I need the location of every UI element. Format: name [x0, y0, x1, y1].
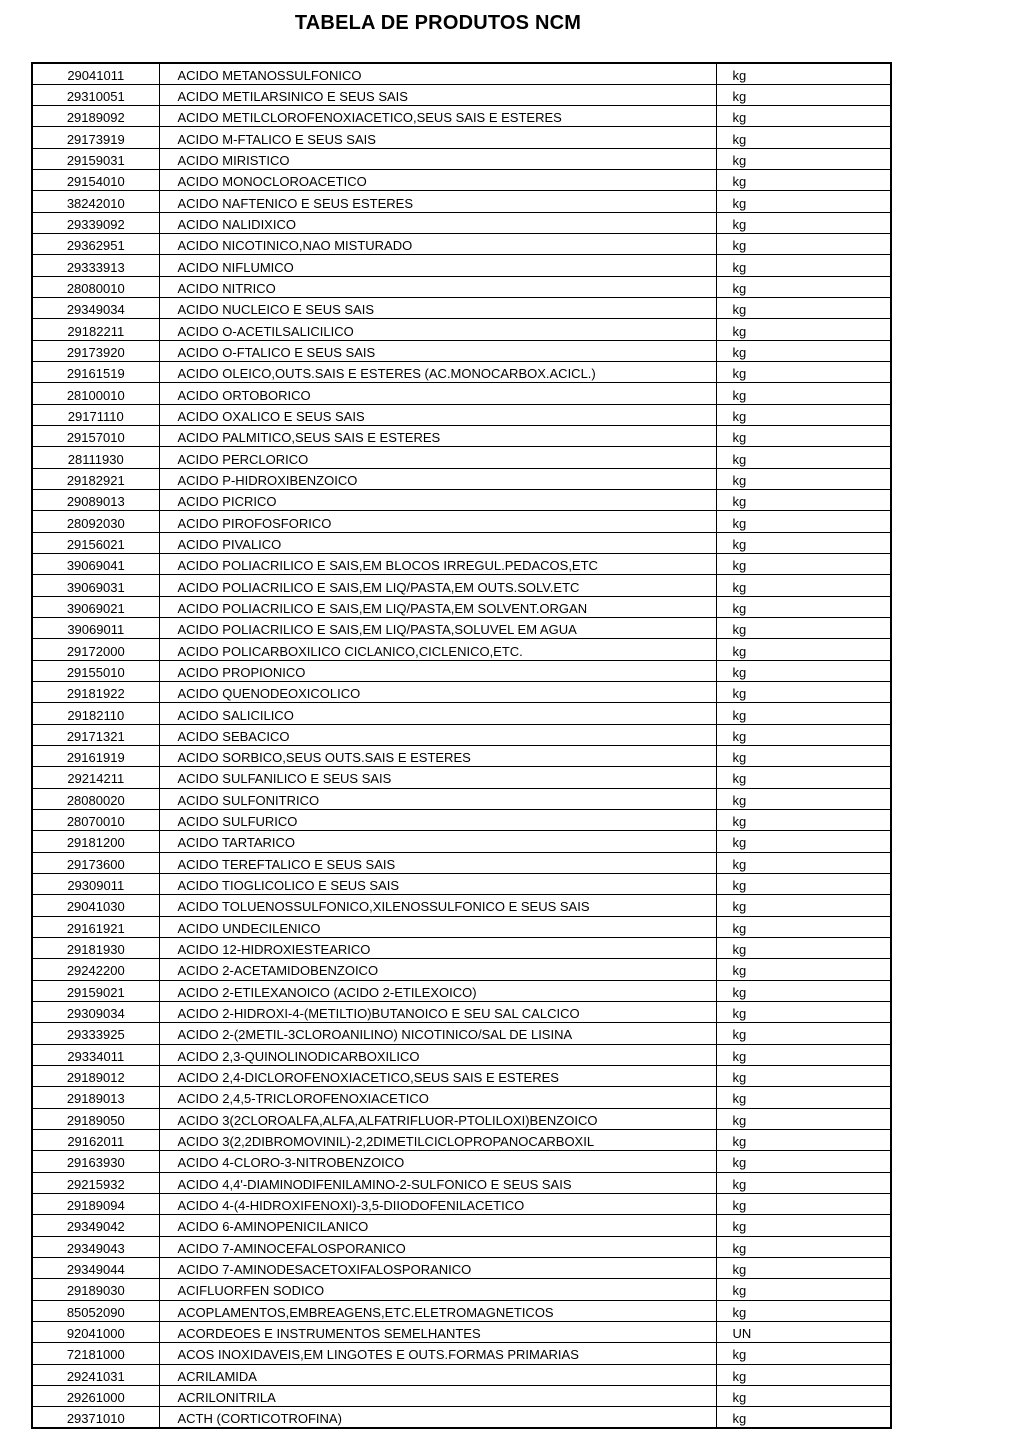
unit-cell: kg [716, 298, 891, 319]
product-description-cell: ACIDO P-HIDROXIBENZOICO [159, 468, 716, 489]
table-row [32, 1257, 891, 1278]
unit-cell: kg [716, 63, 891, 84]
unit-cell: kg [716, 170, 891, 191]
ncm-code-cell: 29333925 [32, 1023, 159, 1044]
product-description-cell: ACIDO POLIACRILICO E SAIS,EM LIQ/PASTA,SOLUVEL EM AGUA [159, 618, 716, 639]
product-description-cell: ACRILONITRILA [159, 1385, 716, 1406]
product-description-cell: ACIDO M-FTALICO E SEUS SAIS [159, 127, 716, 148]
product-description-cell: ACIDO 2,3-QUINOLINODICARBOXILICO [159, 1044, 716, 1065]
unit-cell: kg [716, 873, 891, 894]
product-description-cell: ACIDO 2-HIDROXI-4-(METILTIO)BUTANOICO E SEU SAL CALCICO [159, 1001, 716, 1022]
ncm-code-cell: 29261000 [32, 1385, 159, 1406]
unit-cell: kg [716, 1279, 891, 1300]
ncm-code-cell: 29161919 [32, 746, 159, 767]
unit-cell: kg [716, 1108, 891, 1129]
table-row [32, 234, 891, 255]
unit-cell: kg [716, 490, 891, 511]
unit-cell: kg [716, 916, 891, 937]
ncm-code-cell: 29171321 [32, 724, 159, 745]
table-row [32, 1236, 891, 1257]
table-row [32, 788, 891, 809]
table-row [32, 255, 891, 276]
table-row [32, 852, 891, 873]
table-row [32, 1087, 891, 1108]
table-row [32, 447, 891, 468]
product-description-cell: ACIDO O-FTALICO E SEUS SAIS [159, 340, 716, 361]
unit-cell: kg [716, 1300, 891, 1321]
product-description-cell: ACIDO 2-(2METIL-3CLOROANILINO) NICOTINICO/SAL DE LISINA [159, 1023, 716, 1044]
ncm-code-cell: 29161921 [32, 916, 159, 937]
ncm-code-cell: 29181922 [32, 682, 159, 703]
table-row [32, 959, 891, 980]
table-row [32, 468, 891, 489]
ncm-code-cell: 29162011 [32, 1129, 159, 1150]
table-row [32, 1172, 891, 1193]
table-row [32, 660, 891, 681]
ncm-code-cell: 29189030 [32, 1279, 159, 1300]
unit-cell: kg [716, 767, 891, 788]
unit-cell: kg [716, 447, 891, 468]
product-description-cell: ACIDO 7-AMINODESACETOXIFALOSPORANICO [159, 1257, 716, 1278]
product-description-cell: ACIDO TARTARICO [159, 831, 716, 852]
unit-cell: kg [716, 276, 891, 297]
product-description-cell: ACIDO SULFANILICO E SEUS SAIS [159, 767, 716, 788]
unit-cell: kg [716, 852, 891, 873]
table-row [32, 532, 891, 553]
product-description-cell: ACIDO 4-(4-HIDROXIFENOXI)-3,5-DIIODOFENILACETICO [159, 1193, 716, 1214]
table-row [32, 596, 891, 617]
product-description-cell: ACIDO NIFLUMICO [159, 255, 716, 276]
ncm-code-cell: 39069011 [32, 618, 159, 639]
product-description-cell: ACIDO TOLUENOSSULFONICO,XILENOSSULFONICO E SEUS SAIS [159, 895, 716, 916]
unit-cell: kg [716, 1385, 891, 1406]
product-description-cell: ACIDO SORBICO,SEUS OUTS.SAIS E ESTERES [159, 746, 716, 767]
unit-cell: kg [716, 809, 891, 830]
ncm-code-cell: 29171110 [32, 404, 159, 425]
ncm-code-cell: 29172000 [32, 639, 159, 660]
product-description-cell: ACIDO SULFONITRICO [159, 788, 716, 809]
unit-cell: kg [716, 746, 891, 767]
ncm-code-cell: 29371010 [32, 1407, 159, 1428]
unit-cell: kg [716, 191, 891, 212]
unit-cell: kg [716, 831, 891, 852]
ncm-code-cell: 28070010 [32, 809, 159, 830]
unit-cell: kg [716, 1172, 891, 1193]
ncm-code-cell: 85052090 [32, 1300, 159, 1321]
ncm-code-cell: 28111930 [32, 447, 159, 468]
table-row [32, 554, 891, 575]
ncm-code-cell: 29189012 [32, 1065, 159, 1086]
unit-cell: kg [716, 1023, 891, 1044]
table-row [32, 191, 891, 212]
unit-cell: kg [732, 1411, 747, 1427]
table-body [32, 63, 891, 1428]
ncm-code-cell: 29349044 [32, 1257, 159, 1278]
table-row [32, 340, 891, 361]
ncm-code-cell: 28092030 [32, 511, 159, 532]
ncm-code-cell: 29310051 [32, 84, 159, 105]
ncm-code-cell: 29189094 [32, 1193, 159, 1214]
unit-cell: kg [716, 959, 891, 980]
product-description-cell: ACIDO PICRICO [159, 490, 716, 511]
table-row [32, 767, 891, 788]
product-description-cell: ACIDO MONOCLOROACETICO [159, 170, 716, 191]
unit-cell: kg [716, 788, 891, 809]
table-row [32, 873, 891, 894]
product-description-cell: ACIDO METILARSINICO E SEUS SAIS [159, 84, 716, 105]
table-row [32, 106, 891, 127]
table-row [32, 298, 891, 319]
product-description-cell: ACRILAMIDA [159, 1364, 716, 1385]
unit-cell: kg [716, 319, 891, 340]
product-description-cell: ACIDO SULFURICO [159, 809, 716, 830]
unit-cell: kg [716, 1193, 891, 1214]
table-row [32, 511, 891, 532]
unit-cell: kg [716, 1364, 891, 1385]
unit-cell: kg [716, 1257, 891, 1278]
ncm-code-cell: 29349043 [32, 1236, 159, 1257]
product-description-cell: ACIDO SALICILICO [159, 703, 716, 724]
ncm-code-cell: 28080020 [32, 788, 159, 809]
ncm-code-cell: 29333913 [32, 255, 159, 276]
product-description-cell: ACIDO UNDECILENICO [159, 916, 716, 937]
ncm-code-cell: 29241031 [32, 1364, 159, 1385]
table-row [32, 383, 891, 404]
table-row [32, 276, 891, 297]
product-description-cell: ACOS INOXIDAVEIS,EM LINGOTES E OUTS.FORMAS PRIMARIAS [159, 1343, 716, 1364]
ncm-code-cell: 29161519 [32, 362, 159, 383]
unit-cell: kg [716, 1001, 891, 1022]
product-description-cell: ACIDO SEBACICO [159, 724, 716, 745]
ncm-code-cell: 29181200 [32, 831, 159, 852]
product-description-cell: ACIDO POLIACRILICO E SAIS,EM BLOCOS IRREGUL.PEDACOS,ETC [159, 554, 716, 575]
table-row [32, 319, 891, 340]
table-row [32, 1023, 891, 1044]
table-row [32, 1193, 891, 1214]
ncm-code-cell: 29182211 [32, 319, 159, 340]
table-row [32, 1321, 891, 1342]
ncm-code-cell: 29349042 [32, 1215, 159, 1236]
product-description-cell: ACIDO PIVALICO [159, 532, 716, 553]
ncm-code-cell: 92041000 [32, 1321, 159, 1342]
table-row [32, 63, 891, 84]
table-row [32, 1065, 891, 1086]
product-description-cell: ACIDO METANOSSULFONICO [159, 63, 716, 84]
unit-cell: kg [716, 554, 891, 575]
ncm-code-cell: 29155010 [32, 660, 159, 681]
unit-cell: kg [716, 84, 891, 105]
unit-cell: kg [716, 106, 891, 127]
ncm-code-cell: 29189050 [32, 1108, 159, 1129]
table-row [32, 404, 891, 425]
product-description-cell: ACIDO NALIDIXICO [159, 212, 716, 233]
product-description-cell: ACIDO METILCLOROFENOXIACETICO,SEUS SAIS E ESTERES [159, 106, 716, 127]
product-description-cell: ACIDO PALMITICO,SEUS SAIS E ESTERES [159, 426, 716, 447]
ncm-code-cell: 29182921 [32, 468, 159, 489]
product-description-cell: ACIDO 3(2,2DIBROMOVINIL)-2,2DIMETILCICLOPROPANOCARBOXIL [159, 1129, 716, 1150]
unit-cell: kg [716, 383, 891, 404]
unit-cell: kg [716, 639, 891, 660]
ncm-code-cell: 39069031 [32, 575, 159, 596]
unit-cell: kg [716, 660, 891, 681]
ncm-code-cell: 29173920 [32, 340, 159, 361]
table-row [32, 148, 891, 169]
unit-cell: kg [716, 1087, 891, 1108]
table-row [32, 575, 891, 596]
ncm-code-cell: 29189013 [32, 1087, 159, 1108]
ncm-code-cell: 29041030 [32, 895, 159, 916]
table-row [32, 1385, 891, 1406]
table-row [32, 362, 891, 383]
unit-cell: kg [716, 724, 891, 745]
unit-cell: kg [716, 703, 891, 724]
ncm-code-cell: 29173600 [32, 852, 159, 873]
table-row [32, 618, 891, 639]
product-description-cell: ACIDO NICOTINICO,NAO MISTURADO [159, 234, 716, 255]
ncm-code-cell: 29173919 [32, 127, 159, 148]
table-row [32, 127, 891, 148]
unit-cell: kg [716, 127, 891, 148]
product-description-cell: ACORDEOES E INSTRUMENTOS SEMELHANTES [159, 1321, 716, 1342]
product-description-cell: ACIDO 3(2CLOROALFA,ALFA,ALFATRIFLUOR-PTOLILOXI)BENZOICO [159, 1108, 716, 1129]
unit-cell: kg [716, 980, 891, 1001]
product-description-cell: ACIDO PROPIONICO [159, 660, 716, 681]
table-row [32, 490, 891, 511]
unit-cell: kg [716, 1129, 891, 1150]
unit-cell: kg [716, 426, 891, 447]
ncm-code-cell: 29309011 [32, 873, 159, 894]
unit-cell: kg [716, 1343, 891, 1364]
product-description-cell: ACIDO NITRICO [159, 276, 716, 297]
product-description-cell: ACIDO 4-CLORO-3-NITROBENZOICO [159, 1151, 716, 1172]
ncm-code-cell: 29182110 [32, 703, 159, 724]
unit-cell: kg [716, 362, 891, 383]
ncm-code-cell: 29214211 [32, 767, 159, 788]
unit-cell: kg [716, 511, 891, 532]
table-row [32, 937, 891, 958]
table-row [32, 1129, 891, 1150]
unit-cell: kg [716, 618, 891, 639]
unit-cell: kg [716, 340, 891, 361]
ncm-code-cell: 29089013 [32, 490, 159, 511]
product-description-cell: ACIDO O-ACETILSALICILICO [159, 319, 716, 340]
table-row [32, 703, 891, 724]
table-row [32, 1279, 891, 1300]
unit-cell: kg [716, 1236, 891, 1257]
ncm-code-cell: 29189092 [32, 106, 159, 127]
ncm-code-cell: 28080010 [32, 276, 159, 297]
table-row [32, 1215, 891, 1236]
unit-cell: kg [716, 682, 891, 703]
ncm-code-cell: 29242200 [32, 959, 159, 980]
table-row [32, 84, 891, 105]
ncm-code-cell: 29163930 [32, 1151, 159, 1172]
table-row [32, 1364, 891, 1385]
product-description-cell: ACIDO POLICARBOXILICO CICLANICO,CICLENICO,ETC. [159, 639, 716, 660]
ncm-code-cell: 29339092 [32, 212, 159, 233]
product-description-cell: ACIDO PERCLORICO [159, 447, 716, 468]
table-row [32, 426, 891, 447]
product-description-cell: ACIDO QUENODEOXICOLICO [159, 682, 716, 703]
table-row [32, 831, 891, 852]
product-description-cell: ACOPLAMENTOS,EMBREAGENS,ETC.ELETROMAGNETICOS [159, 1300, 716, 1321]
table-row [32, 212, 891, 233]
table-row [32, 639, 891, 660]
ncm-code-cell: 29215932 [32, 1172, 159, 1193]
product-description-cell: ACIDO TIOGLICOLICO E SEUS SAIS [159, 873, 716, 894]
ncm-code-cell: 29309034 [32, 1001, 159, 1022]
ncm-code-cell: 38242010 [32, 191, 159, 212]
ncm-code-cell: 29362951 [32, 234, 159, 255]
ncm-code-cell: 29159021 [32, 980, 159, 1001]
unit-cell: kg [716, 234, 891, 255]
ncm-code-cell: 29181930 [32, 937, 159, 958]
ncm-code-cell: 28100010 [32, 383, 159, 404]
table-row [32, 682, 891, 703]
ncm-code-cell: 29334011 [32, 1044, 159, 1065]
product-description-cell: ACIDO POLIACRILICO E SAIS,EM LIQ/PASTA,EM OUTS.SOLV.ETC [159, 575, 716, 596]
product-description-cell: ACIDO OLEICO,OUTS.SAIS E ESTERES (AC.MONOCARBOX.ACICL.) [159, 362, 716, 383]
product-description-cell: ACIDO NAFTENICO E SEUS ESTERES [159, 191, 716, 212]
ncm-code-cell: 39069021 [32, 596, 159, 617]
product-description-cell: ACIDO NUCLEICO E SEUS SAIS [159, 298, 716, 319]
ncm-code-cell: 29159031 [32, 148, 159, 169]
table-row [32, 1044, 891, 1065]
unit-cell: kg [716, 1044, 891, 1065]
product-description-cell: ACIDO 2-ACETAMIDOBENZOICO [159, 959, 716, 980]
product-description-cell: ACIDO ORTOBORICO [159, 383, 716, 404]
table-row [32, 1300, 891, 1321]
unit-cell: kg [716, 895, 891, 916]
unit-cell: kg [716, 255, 891, 276]
product-description-cell: ACIDO PIROFOSFORICO [159, 511, 716, 532]
ncm-code-cell: 29156021 [32, 532, 159, 553]
unit-cell: UN [716, 1321, 891, 1342]
product-description-cell: ACIDO 6-AMINOPENICILANICO [159, 1215, 716, 1236]
product-description-cell: ACIDO TEREFTALICO E SEUS SAIS [159, 852, 716, 873]
table-row [32, 980, 891, 1001]
unit-cell: kg [716, 1151, 891, 1172]
table-row [32, 809, 891, 830]
table-row [32, 895, 891, 916]
product-description-cell: ACTH (CORTICOTROFINA) [159, 1407, 716, 1428]
product-description-cell: ACIDO 2-ETILEXANOICO (ACIDO 2-ETILEXOICO) [159, 980, 716, 1001]
ncm-products-table [31, 62, 892, 1429]
product-description-cell: ACIDO MIRISTICO [159, 148, 716, 169]
ncm-code-cell: 29157010 [32, 426, 159, 447]
product-description-cell: ACIDO 12-HIDROXIESTEARICO [159, 937, 716, 958]
unit-cell: kg [716, 148, 891, 169]
ncm-code-cell: 72181000 [32, 1343, 159, 1364]
unit-cell: kg [716, 212, 891, 233]
unit-cell: kg [716, 1215, 891, 1236]
unit-cell: kg [716, 596, 891, 617]
table-row [32, 1343, 891, 1364]
unit-cell: kg [716, 404, 891, 425]
table-row [32, 1108, 891, 1129]
unit-cell: kg [716, 937, 891, 958]
table-row [32, 746, 891, 767]
product-description-cell: ACIDO 7-AMINOCEFALOSPORANICO [159, 1236, 716, 1257]
unit-cell: kg [716, 468, 891, 489]
product-description-cell: ACIDO 2,4,5-TRICLOROFENOXIACETICO [159, 1087, 716, 1108]
table-row [32, 1407, 891, 1428]
unit-cell: kg [716, 1065, 891, 1086]
ncm-code-cell: 29041011 [32, 63, 159, 84]
product-description-cell: ACIDO 4,4'-DIAMINODIFENILAMINO-2-SULFONICO E SEUS SAIS [159, 1172, 716, 1193]
product-description-cell: ACIDO OXALICO E SEUS SAIS [159, 404, 716, 425]
product-description-cell: ACIFLUORFEN SODICO [159, 1279, 716, 1300]
page-title: TABELA DE PRODUTOS NCM [294, 12, 582, 34]
table-row [32, 170, 891, 191]
unit-cell: kg [716, 575, 891, 596]
ncm-code-cell: 29349034 [32, 298, 159, 319]
table-row [32, 1001, 891, 1022]
table-row [32, 916, 891, 937]
table-row [32, 724, 891, 745]
product-description-cell: ACIDO POLIACRILICO E SAIS,EM LIQ/PASTA,EM SOLVENT.ORGAN [159, 596, 716, 617]
ncm-code-cell: 39069041 [32, 554, 159, 575]
product-description-cell: ACIDO 2,4-DICLOROFENOXIACETICO,SEUS SAIS E ESTERES [159, 1065, 716, 1086]
ncm-code-cell: 29154010 [32, 170, 159, 191]
unit-cell: kg [716, 532, 891, 553]
table-row [32, 1151, 891, 1172]
